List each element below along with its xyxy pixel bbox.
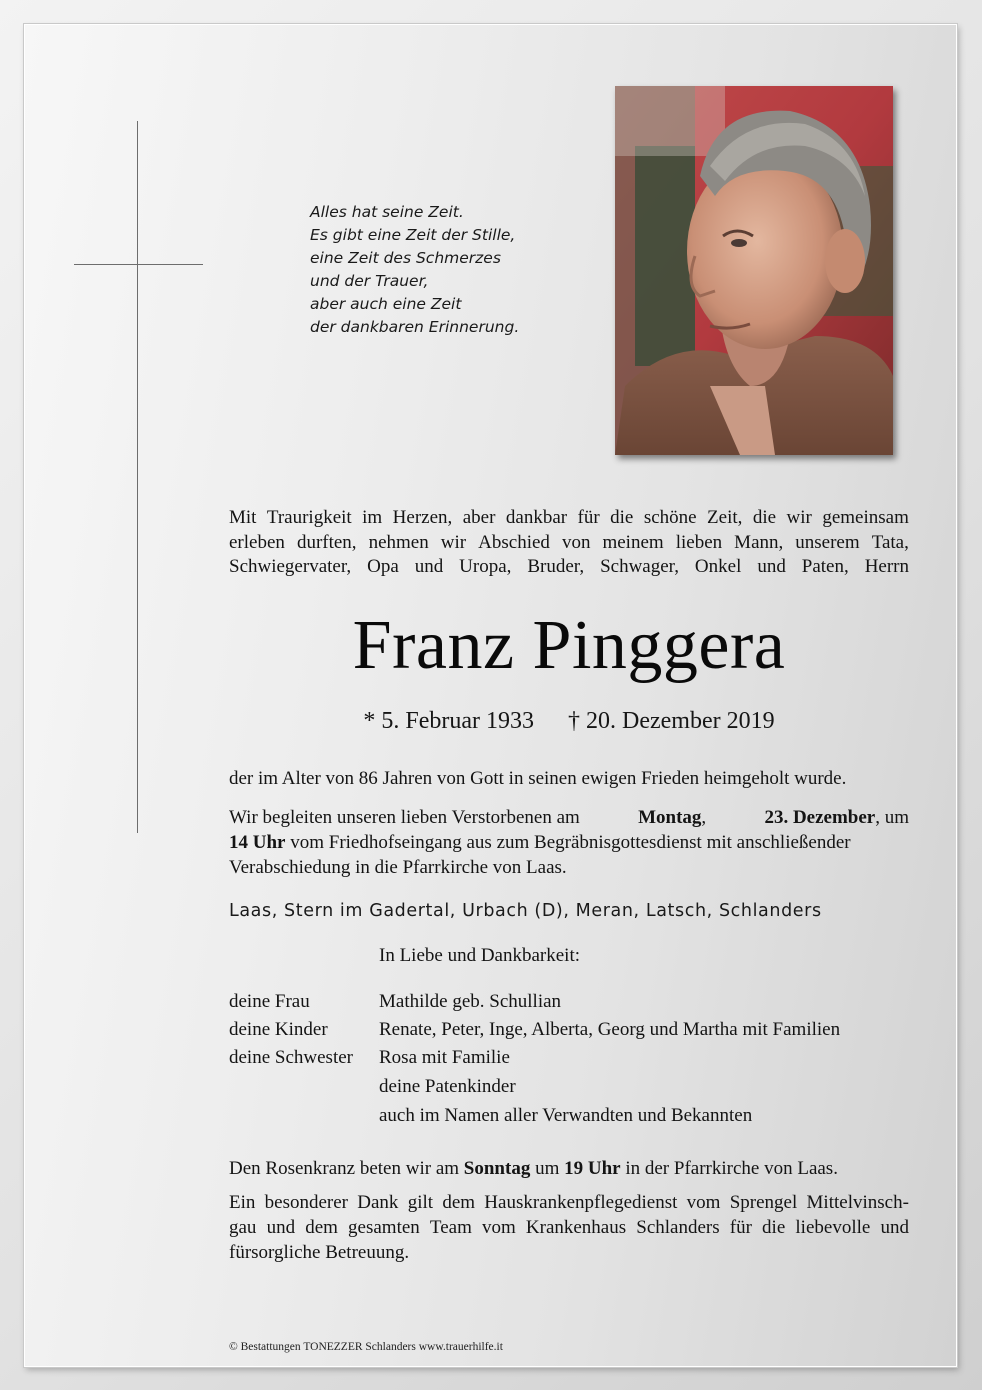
rosary-line xyxy=(229,1156,909,1181)
birth-date: * 5. Februar 1933 xyxy=(363,708,535,734)
age-text: der im Alter von 86 Jahren von Gott in seinen ewigen Frieden heimgeholt wurde. xyxy=(229,768,847,789)
places-line: Laas, Stern im Gadertal, Urbach (D), Meran, Latsch, Schlanders xyxy=(229,901,822,921)
funeral-text: , um xyxy=(875,807,909,828)
thanks-line: Ein besonderer Dank gilt dem Hauskrankenpflegedienst vom Sprengel Mittelvinsch- xyxy=(229,1192,909,1213)
poem-line: eine Zeit des Schmerzes xyxy=(310,249,501,267)
life-dates xyxy=(229,706,909,736)
funeral-line-1 xyxy=(229,805,909,830)
thanks-text xyxy=(229,1190,909,1265)
death-date: † 20. Dezember 2019 xyxy=(568,708,775,734)
funeral-line-2 xyxy=(229,830,909,855)
cross-vertical-bar xyxy=(137,121,138,833)
rosary-time: 19 Uhr xyxy=(564,1158,621,1179)
funeral-text: Wir begleiten unseren lieben Verstorbenen am xyxy=(229,807,580,828)
footer-credit: © Bestattungen TONEZZER Schlanders www.trauerhilfe.it xyxy=(229,1341,503,1353)
portrait-photo xyxy=(615,86,893,455)
intro-line: Schwiegervater, Opa und Uropa, Bruder, Schwager, Onkel und Paten, Herrn xyxy=(229,556,909,577)
thanks-line: gau und dem gesamten Team vom Krankenhaus Schlanders für die liebevolle und xyxy=(229,1217,909,1238)
age-line xyxy=(229,766,909,791)
thanks-line: fürsorgliche Betreuung. xyxy=(229,1242,410,1263)
mourner-names: deine Patenkinder xyxy=(379,1076,516,1097)
poem xyxy=(310,201,570,339)
mourners-heading: In Liebe und Dankbarkeit: xyxy=(379,945,581,966)
intro-line: erleben durften, nehmen wir Abschied von meinem lieben Mann, unserem Tata, xyxy=(229,531,909,553)
poem-line: und der Trauer, xyxy=(310,272,429,290)
comma: , xyxy=(701,807,707,828)
funeral-date: 23. Dezember xyxy=(764,807,876,828)
portrait-image xyxy=(615,86,893,455)
mourner-names: auch im Namen aller Verwandten und Bekannten xyxy=(379,1105,753,1126)
intro-line: Mit Traurigkeit im Herzen, aber dankbar für die schöne Zeit, die wir gemeinsam xyxy=(229,507,909,528)
mourner-names: Rosa mit Familie xyxy=(379,1047,510,1068)
poem-line: Alles hat seine Zeit. xyxy=(310,203,464,221)
rosary-text: um xyxy=(535,1158,560,1179)
deceased-name: Franz Pinggera xyxy=(352,607,786,684)
funeral-info xyxy=(229,805,909,880)
mourner-relation: deine Schwester xyxy=(229,1047,353,1068)
rosary-text: in der Pfarrkirche von Laas. xyxy=(625,1158,838,1179)
poem-line: der dankbaren Erinnerung. xyxy=(310,318,520,336)
rosary-text: Den Rosenkranz beten wir am xyxy=(229,1158,460,1179)
funeral-time: 14 Uhr xyxy=(229,832,286,853)
rosary-day: Sonntag xyxy=(463,1158,531,1179)
mourner-relation: deine Frau xyxy=(229,991,310,1012)
poem-line: Es gibt eine Zeit der Stille, xyxy=(310,226,516,244)
funeral-line-3: Verabschiedung in die Pfarrkirche von Laas. xyxy=(229,857,567,878)
mourner-names: Renate, Peter, Inge, Alberta, Georg und Martha mit Familien xyxy=(379,1019,841,1040)
mourner-names: Mathilde geb. Schullian xyxy=(379,991,562,1012)
funeral-day: Montag xyxy=(638,807,702,828)
poem-line: aber auch eine Zeit xyxy=(310,295,462,313)
mourner-relation: deine Kinder xyxy=(229,1019,328,1040)
rosary-info xyxy=(229,1156,909,1181)
funeral-text: vom Friedhofseingang aus zum Begräbnisgottesdienst mit anschließender xyxy=(290,832,851,853)
intro-text xyxy=(229,506,909,580)
cross-horizontal-bar xyxy=(74,264,203,265)
